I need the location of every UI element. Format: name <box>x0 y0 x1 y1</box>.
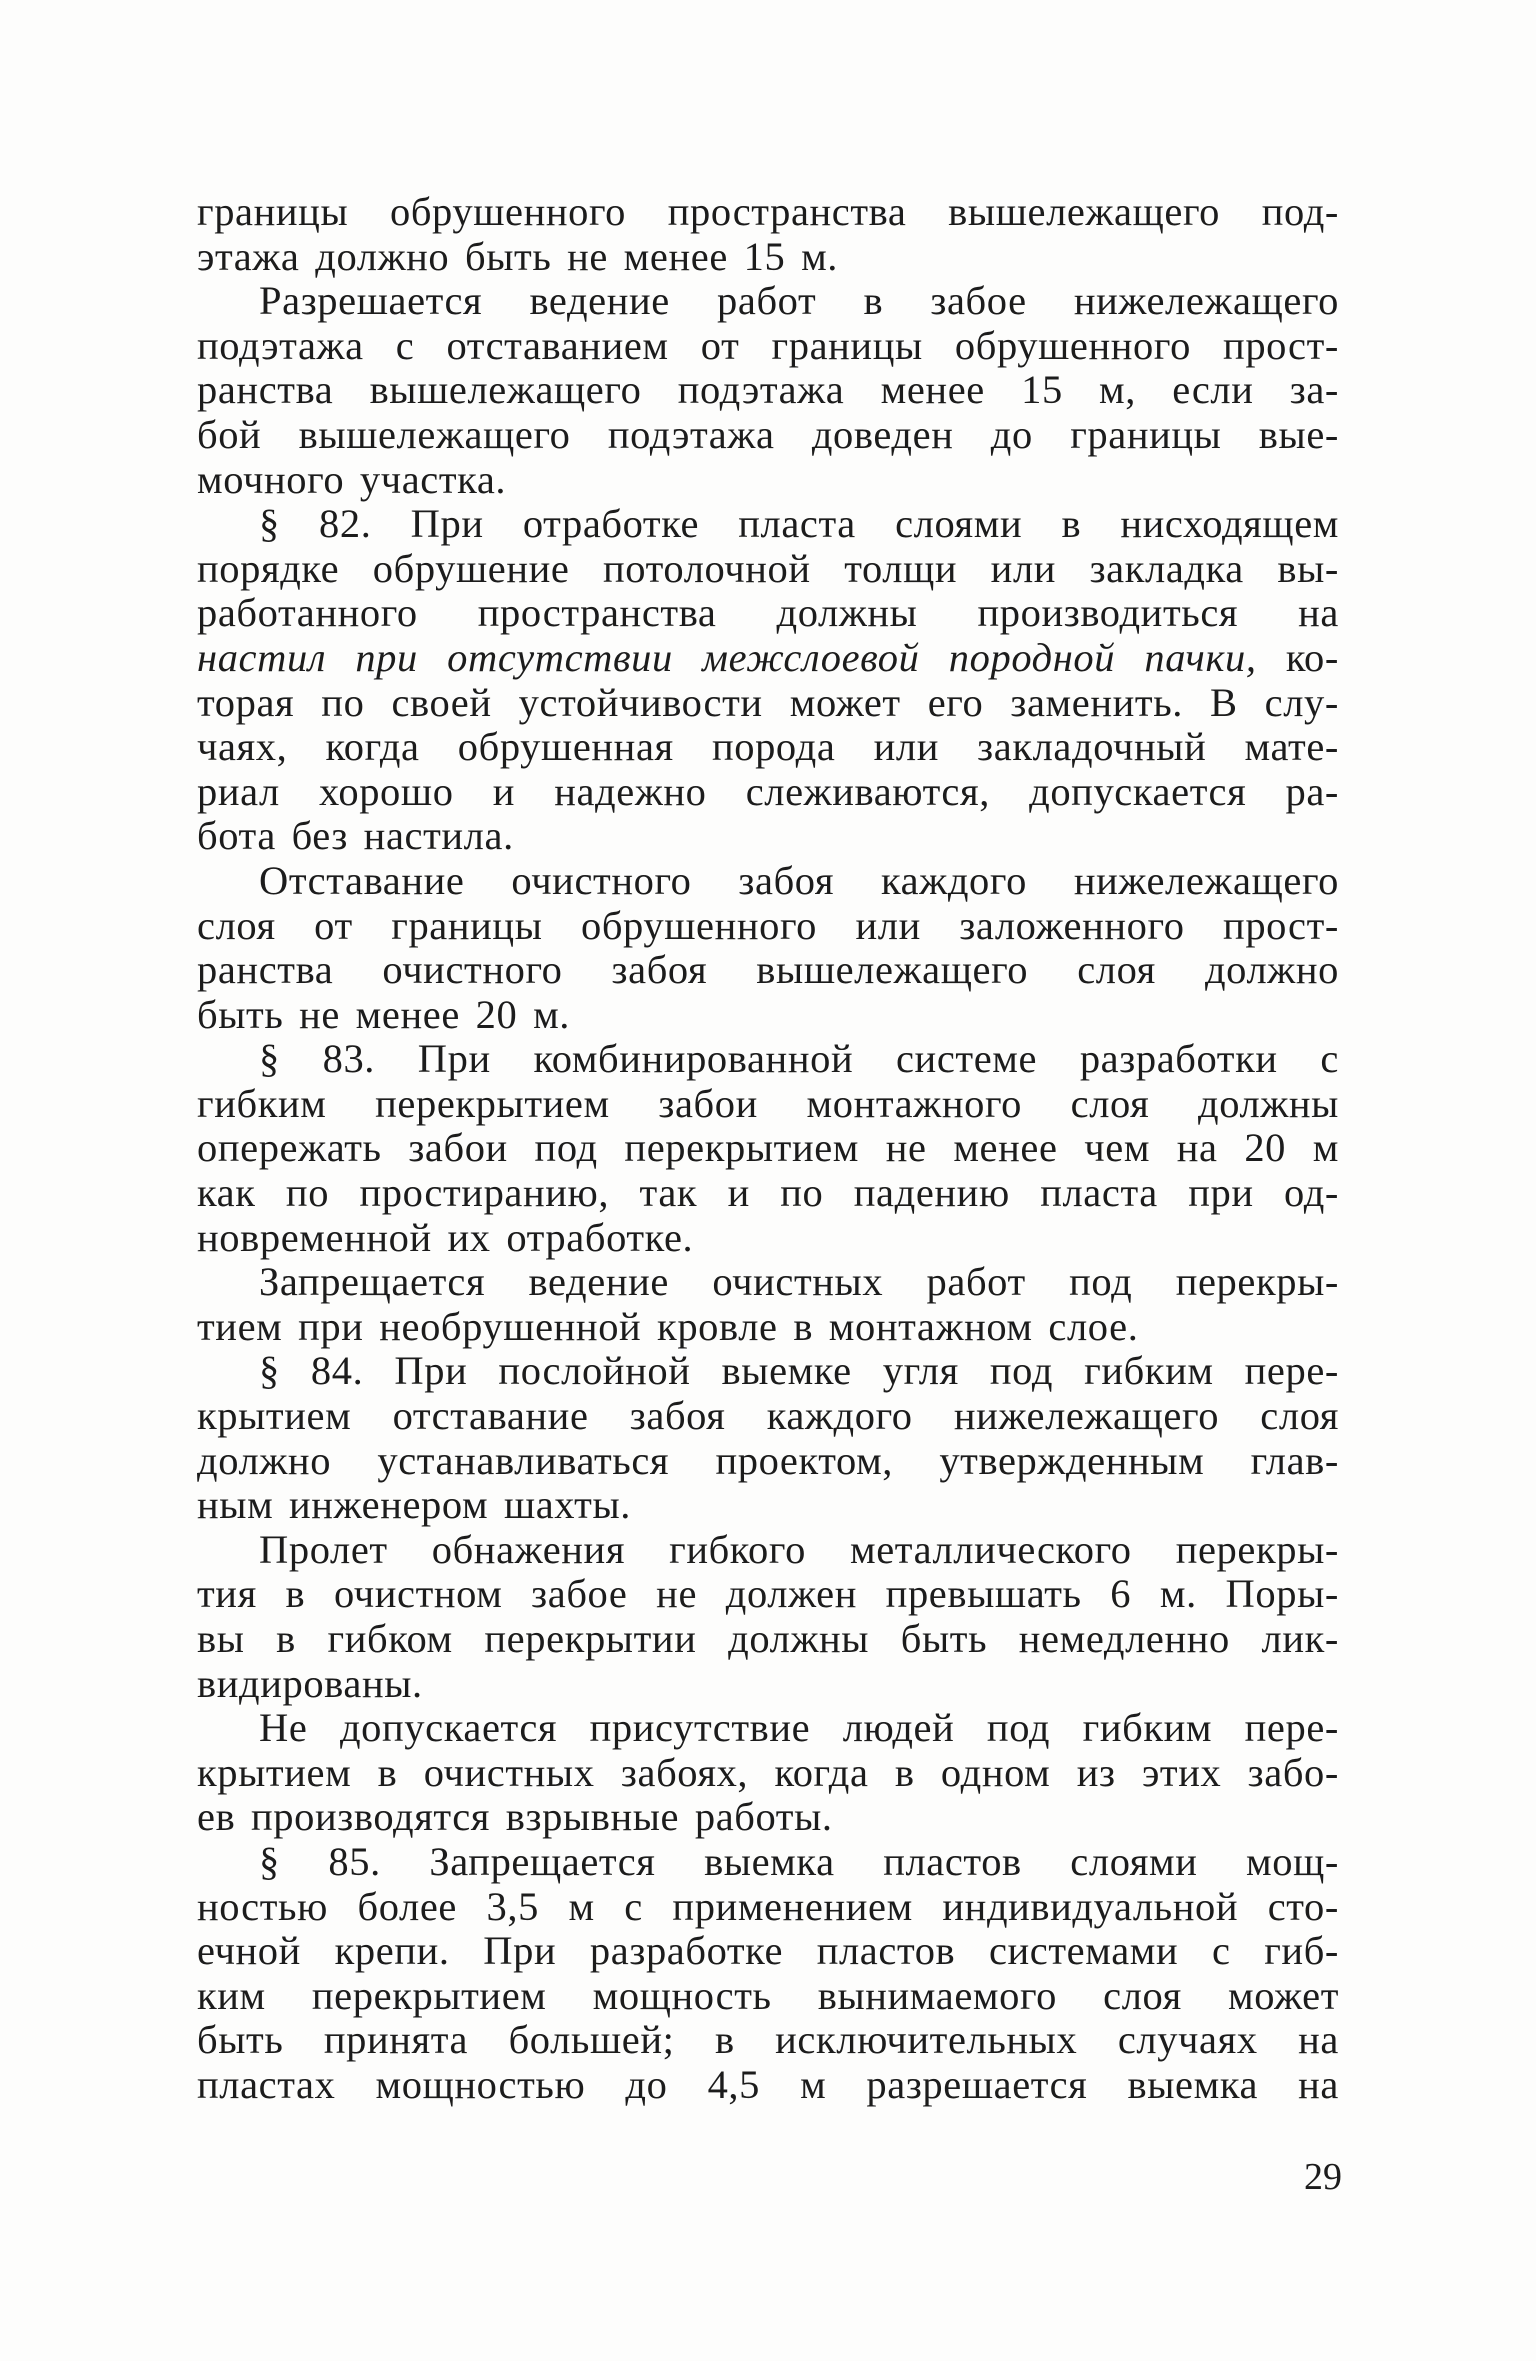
text-line: Разрешается ведение работ в забое нижележащего <box>259 278 1339 324</box>
text-line: ким перекрытием мощность вынимаемого слоя может <box>197 1972 1339 2018</box>
text-line: тием при необрушенной кровле в монтажном слое. <box>197 1303 1139 1349</box>
text-line: мочного участка. <box>197 456 507 502</box>
text-line: Отставание очистного забоя каждого нижележащего <box>259 857 1339 903</box>
text-line: чаях, когда обрушенная порода или закладочный мате- <box>197 724 1339 770</box>
text-line: тия в очистном забое не должен превышать 6 м. Поры- <box>197 1571 1339 1617</box>
text-line: порядке обрушение потолочной толщи или закладка вы- <box>197 545 1339 591</box>
text-line: быть принята большей; в исключительных случаях на <box>197 2017 1339 2063</box>
text-line: новременной их отработке. <box>197 1214 694 1260</box>
text-line <box>197 636 1339 681</box>
text-line: ранства очистного забоя вышележащего слоя должно <box>197 947 1339 993</box>
text-line: крытием в очистных забоях, когда в одном из этих забо- <box>197 1749 1339 1795</box>
text-line: § 82. При отработке пласта слоями в нисходящем <box>259 501 1339 547</box>
text-line: § 85. Запрещается выемка пластов слоями мощ- <box>259 1838 1339 1884</box>
text-line: бота без настила. <box>197 813 514 859</box>
text-line: Не допускается присутствие людей под гибким пере- <box>259 1705 1339 1751</box>
text-line: § 84. При послойной выемке угля под гибким пере- <box>259 1348 1339 1394</box>
text-line: торая по своей устойчивости может его заменить. В слу- <box>197 679 1339 725</box>
text-line: ным инженером шахты. <box>197 1482 631 1528</box>
text-line: видированы. <box>197 1660 423 1706</box>
text-line: быть не менее 20 м. <box>197 991 571 1037</box>
text-line: гибким перекрытием забои монтажного слоя должны <box>197 1080 1339 1126</box>
text-line: слоя от границы обрушенного или заложенного прост- <box>197 902 1339 948</box>
text-line: подэтажа с отставанием от границы обрушенного прост- <box>197 322 1339 368</box>
text-line: как по простиранию, так и по падению пласта при од- <box>197 1170 1339 1216</box>
line-remainder: ко- <box>1256 634 1339 680</box>
text-line: ранства вышележащего подэтажа менее 15 м, если за- <box>197 367 1339 413</box>
text-line: бой вышележащего подэтажа доведен до границы вые- <box>197 411 1339 457</box>
text-line: пластах мощностью до 4,5 м разрешается выемка на <box>197 2061 1339 2107</box>
text-line: Пролет обнажения гибкого металлического перекры- <box>259 1526 1339 1572</box>
text-line: работанного пространства должны производиться на <box>197 590 1339 636</box>
text-line: ечной крепи. При разработке пластов системами с гиб- <box>197 1928 1339 1974</box>
page-number: 29 <box>1304 2156 1342 2198</box>
text-line: риал хорошо и надежно слеживаются, допускается ра- <box>197 768 1339 814</box>
text-line: границы обрушенного пространства вышележащего под- <box>197 189 1339 234</box>
text-line: § 83. При комбинированной системе разработки с <box>259 1036 1339 1082</box>
text-line: Запрещается ведение очистных работ под перекры- <box>259 1259 1339 1305</box>
text-line: опережать забои под перекрытием не менее чем на 20 м <box>197 1125 1339 1171</box>
body-text <box>197 190 1339 2108</box>
text-line: ев производятся взрывные работы. <box>197 1794 833 1840</box>
italic-phrase: настил при отсутствии межслоевой породной пачки, <box>197 634 1257 680</box>
text-line: вы в гибком перекрытии должны быть немедленно лик- <box>197 1616 1339 1661</box>
text-line: должно устанавливаться проектом, утвержденным глав- <box>197 1437 1339 1483</box>
text-line: крытием отставание забоя каждого нижележащего слоя <box>197 1393 1339 1439</box>
text-line: ностью более 3,5 м с применением индивидуальной сто- <box>197 1883 1339 1929</box>
text-line: этажа должно быть не менее 15 м. <box>197 233 839 279</box>
